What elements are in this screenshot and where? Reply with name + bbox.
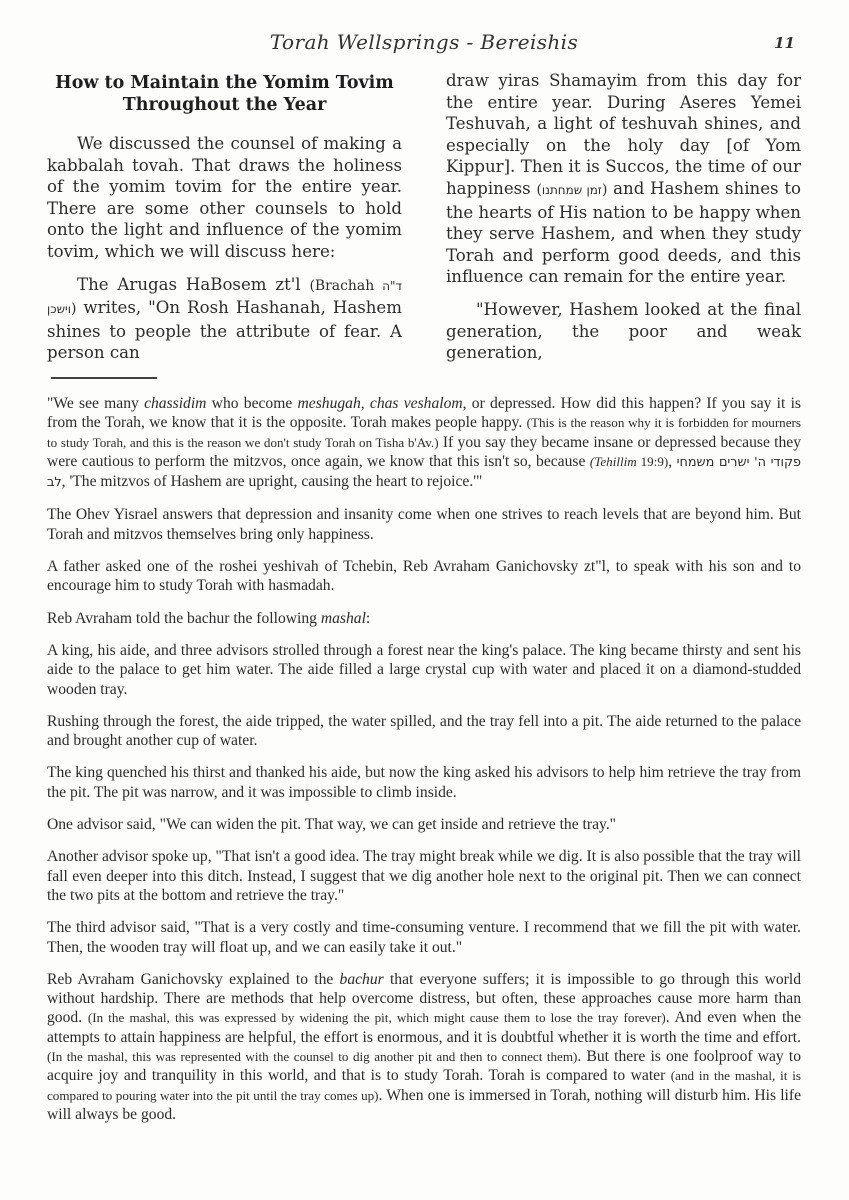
paragraph: [47, 763, 801, 802]
running-title: Torah Wellsprings - Bereishis: [269, 30, 579, 54]
text-segment: "However, Hashem looked at the final generation, the poor and weak generation,: [446, 299, 801, 363]
text-segment: bachur: [339, 970, 384, 988]
text-segment: (In the mashal, this was represented with the counsel to dig another pit and then to connect them): [47, 1049, 578, 1065]
text-segment: One advisor said, "We can widen the pit. That way, we can get inside and retrieve the tray.": [47, 816, 617, 834]
paragraph: [47, 505, 801, 544]
text-segment: (This is the reason why it is forbidden for mourners to study Torah, and this is the reason we don't study Torah on Tisha b'Av.): [47, 415, 801, 450]
paragraph: [47, 394, 801, 492]
text-segment: We discussed the counsel of making a kabbalah tovah. That draws the holiness of the yomim tovim for the entire year. There are some other counsels to hold onto the light and influence of the yomim tovim, which we will discuss here:: [47, 134, 402, 261]
paragraph: [47, 815, 801, 834]
text-segment: The king quenched his thirst and thanked his aide, but now the king asked his advisors to help him retrieve the tray from the pit. The pit was narrow, and it was impossible to climb inside.: [47, 764, 801, 801]
text-segment: , 'The mitzvos of Hashem are upright, causing the heart to rejoice.'": [61, 473, 483, 491]
text-segment: meshugah, chas veshalom: [297, 395, 463, 412]
text-segment: If you say they became insane or depressed because they were cautious to perform the mitzvos, once again, we know that this isn't so, because: [47, 433, 801, 470]
text-segment: The third advisor said, "That is a very costly and time-consuming venture. I recommend that we fill the pit with water. Then, the wooden tray will float up, and we can easily take it out.": [47, 919, 801, 956]
paragraph: [47, 712, 801, 751]
paragraph: [47, 970, 801, 1124]
text-segment: ,: [668, 452, 677, 470]
text-segment: (Brachah: [309, 277, 383, 294]
text-segment: 19:9): [636, 453, 669, 469]
text-segment: Another advisor spoke up, "That isn't a good idea. The tray might break while we dig. It is also possible that the tray will fall even deeper into this ditch. Instead, I suggest that we dig another hole next to the original pit. Then we can connect the two pits at the bottom and retrieve the tray.": [47, 848, 801, 904]
paragraph: [47, 133, 402, 263]
footnote-divider: [51, 377, 157, 379]
footnote-section: [47, 394, 801, 1137]
paragraph: [47, 641, 801, 699]
text-segment: (and in the mashal, it is compared to pouring water into the pit until the tray comes up): [47, 1068, 801, 1103]
paragraph: [446, 299, 801, 364]
text-segment: (: [536, 181, 542, 198]
two-column-body: [47, 70, 801, 375]
page-header: [47, 30, 801, 54]
left-column: [47, 70, 402, 375]
text-segment: chassidim: [144, 395, 207, 412]
text-segment: (In the mashal, this was expressed by widening the pit, which might cause them to lose the tray forever): [87, 1010, 666, 1026]
text-segment: "We see many: [47, 395, 145, 412]
text-segment: Reb Avraham Ganichovsky explained to the: [47, 970, 340, 988]
paragraph: [47, 847, 801, 905]
page-number: 11: [774, 34, 795, 52]
paragraph: [47, 918, 801, 957]
text-segment: writes, "On Rosh Hashanah, Hashem shines to people the attribute of fear. A person can: [47, 298, 402, 363]
hebrew-text-segment: פקודי ה' ישרים משמחי לב: [47, 454, 802, 491]
left-column-text: [47, 133, 402, 364]
text-segment: Rushing through the forest, the aide tripped, the water spilled, and the tray fell into a pit. The aide returned to the palace and brought another cup of water.: [47, 712, 801, 750]
text-segment: Reb Avraham told the bachur the following: [47, 609, 321, 627]
text-segment: A father asked one of the roshei yeshivah of Tchebin, Reb Avraham Ganichovsky zt"l, to speak with his son and to encourage him to study Torah with hasmadah.: [47, 558, 801, 595]
text-segment: mashal: [320, 609, 366, 627]
text-segment: . But there is one foolproof way to acquire joy and tranquility in this world, and that is to study Torah. Torah is compared to water: [47, 1048, 801, 1085]
paragraph: [47, 557, 801, 596]
hebrew-text-segment: זמן שמחתנו: [541, 182, 602, 197]
paragraph: [47, 609, 801, 628]
text-segment: :: [365, 609, 371, 627]
text-segment: ): [601, 181, 608, 198]
right-column: [446, 70, 801, 375]
text-segment: . When one is immersed in Torah, nothing will disturb him. His life will always be good.: [47, 1086, 801, 1123]
text-segment: and Hashem shines to the hearts of His nation to be happy when they serve Hashem, and when they study Torah and perform good deeds, and this influence can remain for the entire year.: [446, 178, 801, 287]
paragraph: [446, 70, 801, 288]
text-segment: ): [70, 301, 77, 318]
text-segment: (Tehillim: [589, 453, 637, 469]
text-segment: draw yiras Shamayim from this day for the entire year. During Aseres Yemei Teshuvah, a light of teshuvah shines, and especially on the holy day [of Yom Kippur]. Then it is Succos, the time of our happiness: [446, 71, 801, 198]
text-segment: that everyone suffers; it is impossible to go through this world without hardship. There are methods that help overcome distress, but often, these approaches cause more harm than good.: [47, 970, 801, 1027]
right-column-text: [446, 70, 801, 364]
paragraph: [47, 274, 402, 364]
text-segment: The Arugas HaBosem zt'l: [77, 274, 310, 294]
text-segment: . And even when the attempts to attain happiness are helpful, the effort is enormous, and it is doubtful whether it is worth the time and effort.: [47, 1009, 802, 1046]
section-heading: [47, 72, 402, 116]
hebrew-text-segment: ד"ה וישכן: [47, 278, 402, 317]
section-heading-line2: Throughout the Year: [122, 95, 327, 115]
text-segment: , or depressed. How did this happen? If you say it is from the Torah, we know that it is the opposite. Torah makes people happy.: [47, 395, 801, 432]
text-segment: The Ohev Yisrael answers that depression and insanity come when one strives to reach levels that are beyond him. But Torah and mitzvos themselves bring only happiness.: [47, 506, 801, 543]
text-segment: who become: [206, 395, 298, 412]
section-heading-line1: How to Maintain the Yomim Tovim: [55, 73, 394, 93]
text-segment: A king, his aide, and three advisors strolled through a forest near the king's palace. The king became thirsty and sent his aide to the palace to get him water. The aide filled a large crystal cup with water and placed it on a diamond-studded wooden tray.: [47, 641, 801, 698]
